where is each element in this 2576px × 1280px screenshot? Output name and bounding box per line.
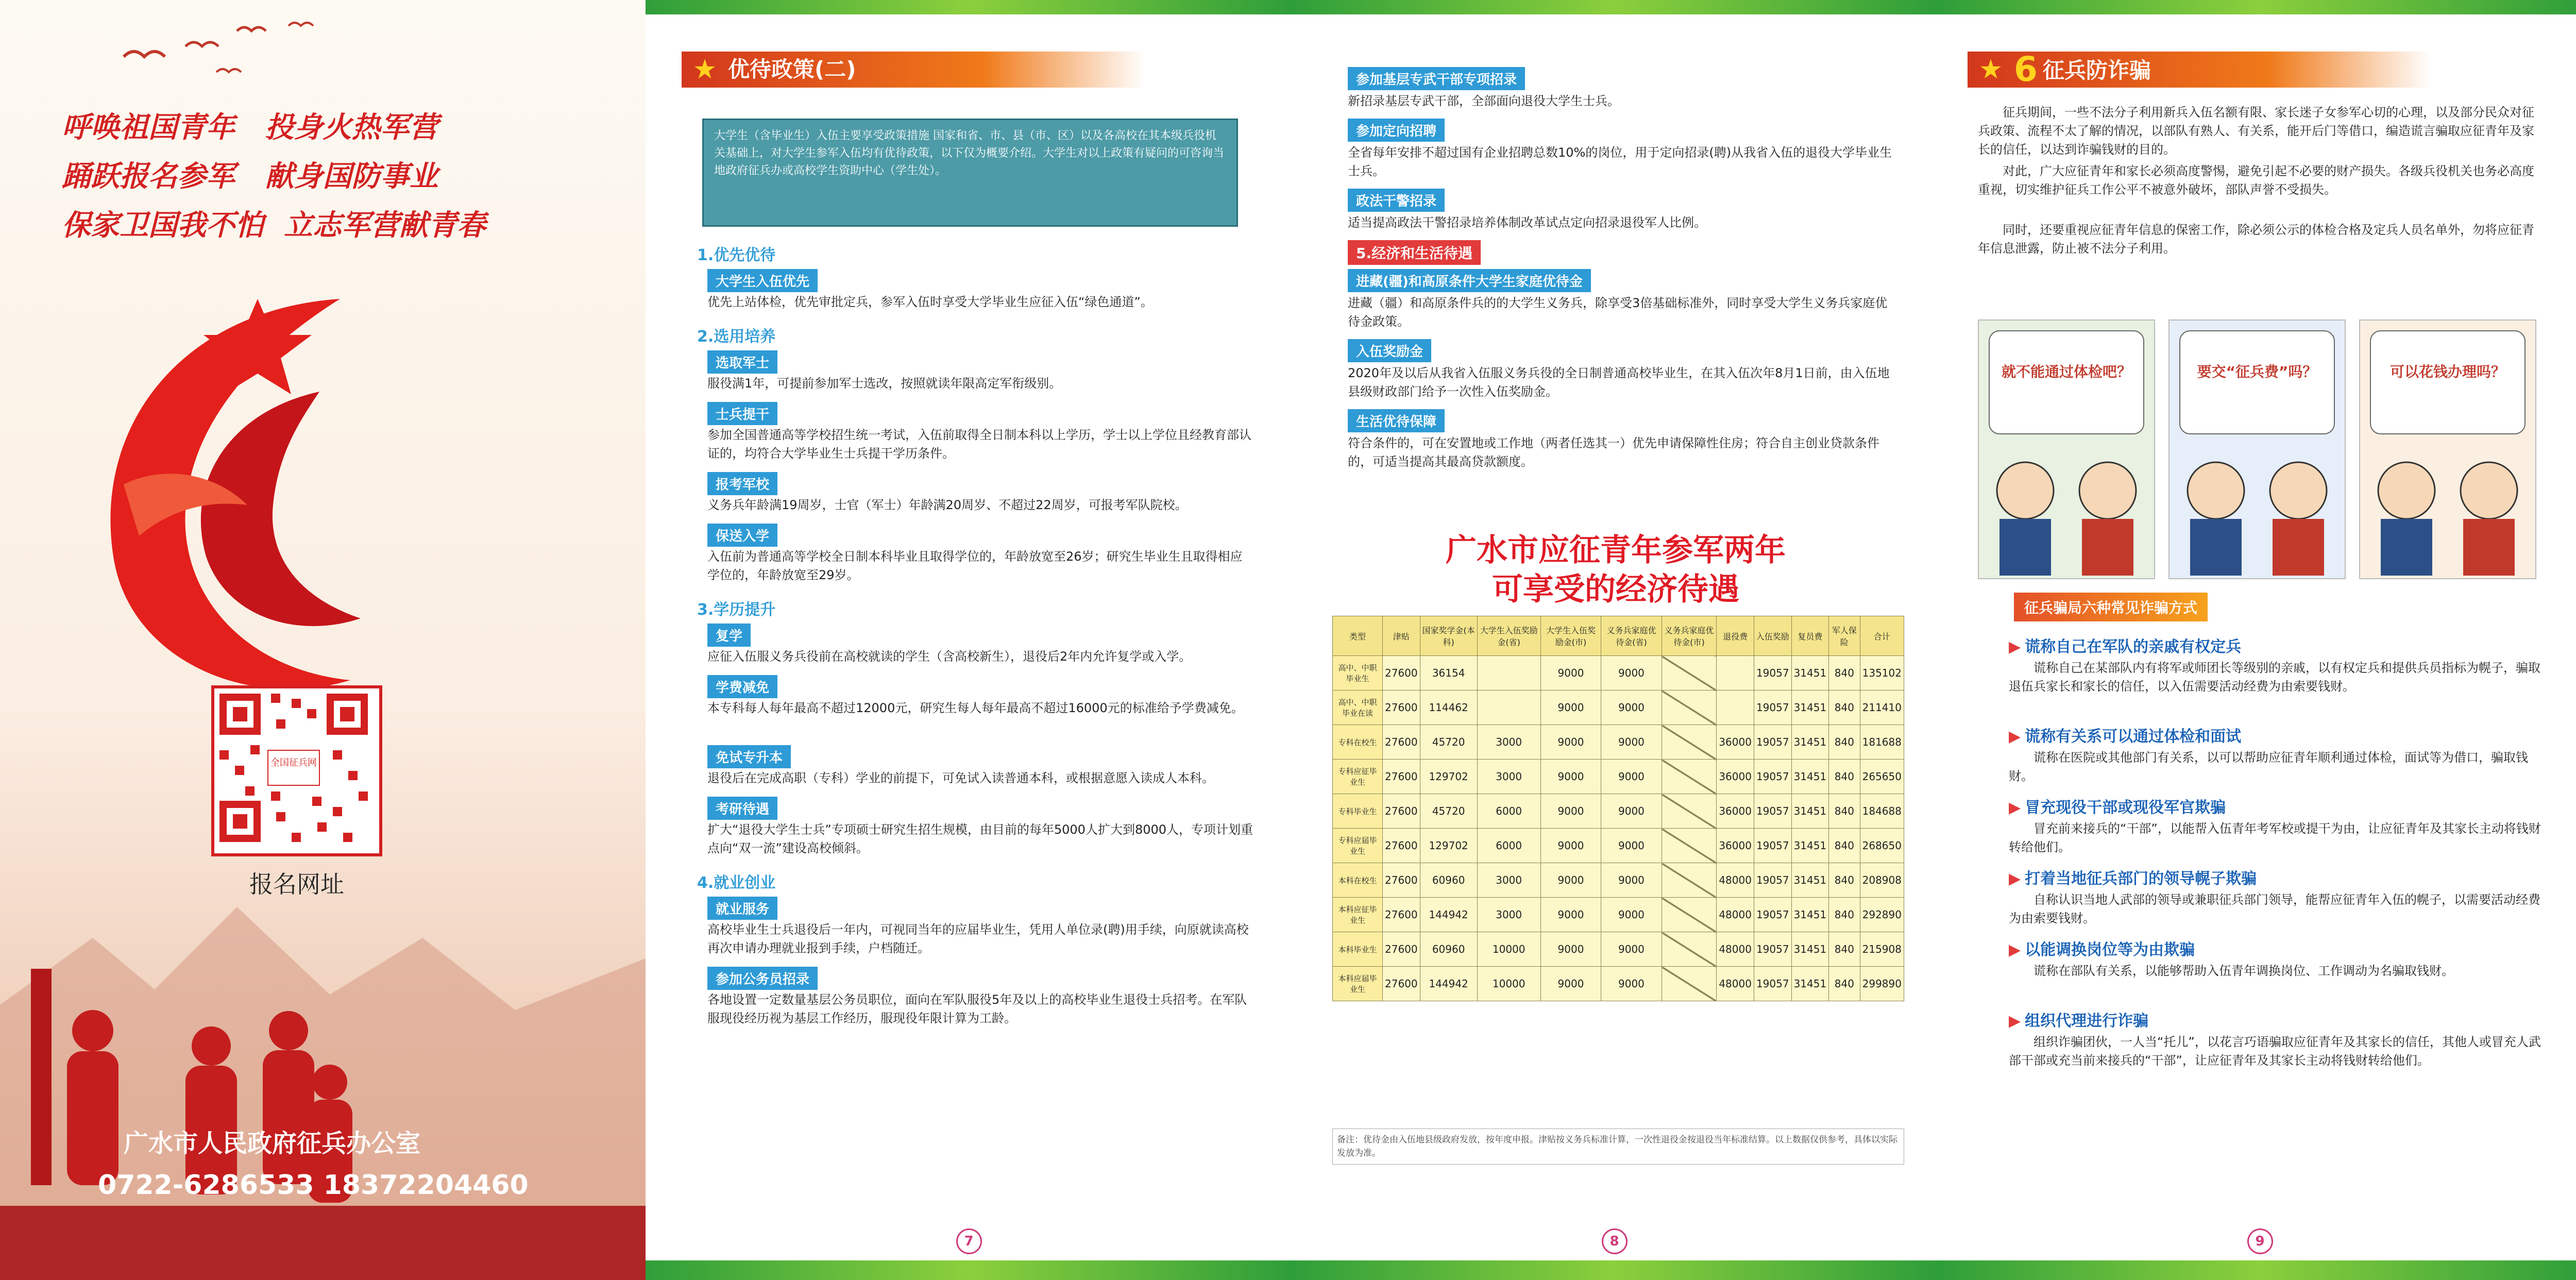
arrow-icon: ▶ xyxy=(2009,870,2021,888)
table-cell: 9000 xyxy=(1601,690,1662,725)
table-cell: 9000 xyxy=(1540,829,1601,863)
table-cell: 27600 xyxy=(1383,794,1420,829)
table-cell-empty xyxy=(1662,932,1717,967)
table-cell: 840 xyxy=(1829,656,1860,690)
table-header-cell: 类型 xyxy=(1333,616,1383,656)
table-cell: 专科应征毕业生 xyxy=(1333,760,1383,794)
table-cell: 9000 xyxy=(1601,829,1662,863)
category-heading: 1.优先优待 xyxy=(697,246,776,264)
table-cell: 48000 xyxy=(1717,898,1754,932)
table-cell: 48000 xyxy=(1717,967,1754,1001)
fraud-method-title-text: 以能调换岗位等为由欺骗 xyxy=(2025,941,2195,959)
table-cell: 36000 xyxy=(1717,760,1754,794)
benefits-title-line1: 广水市应征青年参军两年 xyxy=(1446,532,1786,568)
star-icon: ★ xyxy=(1978,54,2003,85)
section-title: 征兵防诈骗 xyxy=(2042,58,2151,83)
table-row xyxy=(1333,690,1904,725)
table-cell: 9000 xyxy=(1601,794,1662,829)
table-header-row xyxy=(1333,616,1904,656)
bottom-stripe xyxy=(1937,1260,2576,1280)
table-cell: 31451 xyxy=(1791,760,1829,794)
table-cell: 19057 xyxy=(1754,690,1791,725)
table-header-cell: 义务兵家庭优待金(市) xyxy=(1662,616,1717,656)
table-cell-empty xyxy=(1662,898,1717,932)
anti-fraud-panel xyxy=(1937,0,2576,1280)
table-cell-empty xyxy=(1662,794,1717,829)
table-cell: 129702 xyxy=(1420,829,1477,863)
table-cell: 27600 xyxy=(1383,690,1420,725)
table-cell-empty xyxy=(1662,760,1717,794)
table-cell: 31451 xyxy=(1791,932,1829,967)
table-header-cell: 国家奖学金(本科) xyxy=(1420,616,1477,656)
table-cell: 208908 xyxy=(1860,863,1904,898)
slogan: 投身火热军营 xyxy=(265,110,438,144)
page-number: 8 xyxy=(1602,1228,1628,1254)
page-number: 9 xyxy=(2247,1228,2273,1254)
section-header xyxy=(1968,49,2431,89)
qr-caption: 报名网址 xyxy=(249,870,344,898)
table-cell: 专科在校生 xyxy=(1333,725,1383,760)
policy-item-label: 大学生入伍优先 xyxy=(707,269,818,292)
policy-item-label: 学费减免 xyxy=(707,675,777,698)
page-number: 7 xyxy=(956,1228,982,1254)
intro-paragraph: 对此，广大应征青年和家长必须高度警惕，避免引起不必要的财产损失。各级兵役机关也务必高度重视，切实维护征兵工作公平不被意外破坏，部队声誉不受损失。 xyxy=(1978,164,2534,197)
policy-item-text: 义务兵年龄满19周岁，士官（军士）年龄满20周岁、不超过22周岁，可报考军队院校。 xyxy=(707,498,1188,512)
policy-item-text: 进藏（疆）和高原条件兵的的大学生义务兵，除享受3倍基础标准外，同时享受大学生义务兵家庭优待金政策。 xyxy=(1348,296,1888,329)
fraud-method-title xyxy=(2009,1008,2148,1031)
table-cell: 9000 xyxy=(1601,725,1662,760)
back-cover-panel xyxy=(0,0,646,1280)
table-cell: 3000 xyxy=(1477,760,1540,794)
table-cell: 27600 xyxy=(1383,898,1420,932)
table-cell: 31451 xyxy=(1791,863,1829,898)
policy-item-label: 报考军校 xyxy=(707,472,777,495)
policy-item-text: 优先上站体检，优先审批定兵，参军入伍时享受大学毕业生应征入伍“绿色通道”。 xyxy=(707,295,1153,309)
table-cell: 27600 xyxy=(1383,863,1420,898)
table-cell: 181688 xyxy=(1860,725,1904,760)
section-number: 6 xyxy=(2014,49,2038,89)
policy-item-text: 新招录基层专武干部，全部面向退役大学生士兵。 xyxy=(1348,94,1620,108)
table-cell: 27600 xyxy=(1383,932,1420,967)
table-cell: 19057 xyxy=(1754,725,1791,760)
table-cell: 9000 xyxy=(1540,932,1601,967)
table-row xyxy=(1333,760,1904,794)
table-cell: 19057 xyxy=(1754,863,1791,898)
policy-item-text: 各地设置一定数量基层公务员职位，面向在军队服役5年及以上的高校毕业生退役士兵招考。在军队服现役经历视为基层工作经历，服现役年限计算为工龄。 xyxy=(707,992,1247,1025)
table-cell-empty xyxy=(1662,690,1717,725)
slogan-block xyxy=(62,103,577,250)
table-header-cell: 大学生入伍奖励金(市) xyxy=(1540,616,1601,656)
table-cell: 9000 xyxy=(1601,967,1662,1001)
table-cell: 27600 xyxy=(1383,829,1420,863)
benefits-table xyxy=(1332,616,1904,1001)
benefits-title xyxy=(1322,531,1909,609)
table-cell: 31451 xyxy=(1791,656,1829,690)
fraud-method-title-text: 组织代理进行诈骗 xyxy=(2025,1012,2149,1030)
table-cell: 19057 xyxy=(1754,794,1791,829)
policy-item-label: 保送入学 xyxy=(707,524,777,547)
arrow-icon: ▶ xyxy=(2009,728,2021,746)
table-cell: 9000 xyxy=(1540,690,1601,725)
policy-item-label: 考研待遇 xyxy=(707,797,777,820)
table-cell-empty xyxy=(1662,725,1717,760)
fraud-method-text: 谎称在部队有关系，以能够帮助入伍青年调换岗位、工作调动为名骗取钱财。 xyxy=(2033,964,2454,978)
table-cell: 27600 xyxy=(1383,967,1420,1001)
policy-item-text: 入伍前为普通高等学校全日制本科毕业且取得学位的，年龄放宽至26岁；研究生毕业生且取得相应学位的，年龄放宽至29岁。 xyxy=(707,549,1243,582)
slogan: 献身国防事业 xyxy=(265,159,438,193)
table-cell xyxy=(1717,656,1754,690)
table-cell: 6000 xyxy=(1477,794,1540,829)
table-cell: 10000 xyxy=(1477,932,1540,967)
arrow-icon: ▶ xyxy=(2009,1012,2021,1030)
fraud-method-text: 冒充前来接兵的“干部”，以能帮入伍青年考军校或提干为由，让应征青年及其家长主动将钱财转给他们。 xyxy=(2009,821,2541,854)
policy-item-label: 复学 xyxy=(707,624,751,647)
table-row xyxy=(1333,967,1904,1001)
policy-item-text: 符合条件的，可在安置地或工作地（两者任选其一）优先申请保障性住房；符合自主创业贷款条件的，可适当提高其最高贷款额度。 xyxy=(1348,436,1879,469)
table-cell: 31451 xyxy=(1791,829,1829,863)
table-cell: 19057 xyxy=(1754,967,1791,1001)
table-cell: 9000 xyxy=(1540,863,1601,898)
table-cell: 9000 xyxy=(1601,898,1662,932)
table-cell: 36000 xyxy=(1717,725,1754,760)
table-cell: 9000 xyxy=(1540,656,1601,690)
table-cell: 27600 xyxy=(1383,760,1420,794)
table-cell: 840 xyxy=(1829,760,1860,794)
table-cell: 9000 xyxy=(1540,760,1601,794)
table-cell: 9000 xyxy=(1540,898,1601,932)
preferential-policy-panel xyxy=(646,0,1291,1280)
table-cell xyxy=(1477,656,1540,690)
table-cell: 10000 xyxy=(1477,967,1540,1001)
table-header-cell: 复员费 xyxy=(1791,616,1829,656)
policy-item-text: 2020年及以后从我省入伍服义务兵役的全日制普通高校毕业生，在其入伍次年8月1日前，由入伍地县级财政部门给予一次性入伍奖励金。 xyxy=(1348,366,1890,399)
table-cell: 215908 xyxy=(1860,932,1904,967)
table-cell: 3000 xyxy=(1477,725,1540,760)
table-cell: 184688 xyxy=(1860,794,1904,829)
table-cell: 292890 xyxy=(1860,898,1904,932)
cartoon-caption: 要交“征兵费”吗？ xyxy=(2197,363,2317,380)
policy-note-box: 大学生（含毕业生）入伍主要享受政策措施 国家和省、市、县（市、区）以及各高校在其本级兵役机关基础上，对大学生参军入伍均有优待政策，以下仅为概要介绍。大学生对以上政策有疑问的可咨询当地政府征兵办或高校学生资助中心（学生处）。 xyxy=(702,119,1238,227)
fraud-method-text: 自称认识当地人武部的领导或兼职征兵部门领导，能帮应征青年入伍的幌子，以需要活动经费为由索要钱财。 xyxy=(2009,892,2540,925)
table-row xyxy=(1333,794,1904,829)
fraud-method-text: 谎称在医院或其他部门有关系，以可以帮助应征青年顺利通过体检，面试等为借口，骗取钱财。 xyxy=(2009,750,2528,783)
slogan: 立志军营献青春 xyxy=(284,208,486,242)
policy-item-label: 入伍奖励金 xyxy=(1348,339,1431,362)
methods-title: 征兵骗局六种常见诈骗方式 xyxy=(2014,593,2208,621)
table-cell: 19057 xyxy=(1754,829,1791,863)
government-office-name: 广水市人民政府征兵办公室 xyxy=(124,1129,421,1158)
table-cell: 45720 xyxy=(1420,725,1477,760)
table-cell-empty xyxy=(1662,656,1717,690)
fraud-cartoon-frame xyxy=(2168,319,2346,579)
category-heading: 5.经济和生活待遇 xyxy=(1348,240,1481,265)
policy-item-text: 应征入伍服义务兵役前在高校就读的学生（含高校新生），退役后2年内允许复学或入学。 xyxy=(707,649,1192,664)
table-cell: 60960 xyxy=(1420,863,1477,898)
table-cell: 36000 xyxy=(1717,794,1754,829)
table-cell: 本科在校生 xyxy=(1333,863,1383,898)
slogan: 踊跃报名参军 xyxy=(62,159,235,193)
policy-item-text: 适当提高政法干警招录培养体制改革试点定向招录退役军人比例。 xyxy=(1348,215,1706,230)
table-cell: 211410 xyxy=(1860,690,1904,725)
qr-pattern xyxy=(214,688,373,847)
table-cell: 9000 xyxy=(1601,863,1662,898)
category-heading: 3.学历提升 xyxy=(697,601,776,619)
category-heading: 2.选用培养 xyxy=(697,328,776,346)
table-cell: 专科应届毕业生 xyxy=(1333,829,1383,863)
table-cell: 本科应征毕业生 xyxy=(1333,898,1383,932)
table-cell: 19057 xyxy=(1754,656,1791,690)
table-cell: 19057 xyxy=(1754,932,1791,967)
table-cell: 9000 xyxy=(1601,760,1662,794)
table-cell: 840 xyxy=(1829,829,1860,863)
cartoon-caption: 可以花钱办理吗？ xyxy=(2389,363,2505,380)
arrow-icon: ▶ xyxy=(2009,941,2021,959)
policy-item-text: 本专科每人每年最高不超过12000元，研究生每人每年最高不超过16000元的标准给予学费减免。 xyxy=(707,701,1244,715)
fraud-method-text: 组织诈骗团伙，一人当“托儿”，以花言巧语骗取应征青年及其家长的信任，其他人或冒充人武部干部或充当前来接兵的“干部”，让应征青年及其家长主动将钱财转给他们。 xyxy=(2009,1035,2541,1068)
table-cell: 840 xyxy=(1829,932,1860,967)
table-header-cell: 义务兵家庭优待金(省) xyxy=(1601,616,1662,656)
fraud-method-title xyxy=(2009,866,2257,888)
policy-item-text: 退役后在完成高职（专科）学业的前提下，可免试入读普通本科，或根据意愿入读成人本科。 xyxy=(707,771,1214,785)
table-row xyxy=(1333,656,1904,690)
policy-item-label: 士兵提干 xyxy=(707,402,777,425)
policy-item-text: 参加全国普通高等学校招生统一考试，入伍前取得全日制本科以上学历，学士以上学位且经教育部认证的，均符合大学毕业生士兵提干学历条件。 xyxy=(707,428,1251,461)
fraud-method-title-text: 谎称有关系可以通过体检和面试 xyxy=(2025,728,2242,746)
intro-paragraph: 同时，还要重视应征青年信息的保密工作，除必须公示的体检合格及定兵人员名单外，勿将应征青年信息泄露，防止被不法分子利用。 xyxy=(1978,223,2534,256)
table-cell: 840 xyxy=(1829,863,1860,898)
economic-benefits-panel xyxy=(1291,0,1937,1280)
table-cell: 31451 xyxy=(1791,690,1829,725)
policy-item-label: 参加定向招聘 xyxy=(1348,119,1445,142)
qr-center-label: 全国征兵网 xyxy=(270,757,317,768)
table-cell: 31451 xyxy=(1791,794,1829,829)
fraud-method-text: 谎称自己在某部队内有将军或师团长等级别的亲戚，以有权定兵和提供兵员指标为幌子，骗取退伍兵家长和家长的信任，以入伍需要活动经费为由索要钱财。 xyxy=(2009,661,2540,694)
table-cell-empty xyxy=(1662,863,1717,898)
table-header-cell: 退役费 xyxy=(1717,616,1754,656)
table-cell: 31451 xyxy=(1791,725,1829,760)
fraud-method-title-text: 冒充现役干部或现役军官欺骗 xyxy=(2025,799,2226,817)
table-row xyxy=(1333,932,1904,967)
bottom-stripe xyxy=(646,1260,1291,1280)
table-cell: 本科应届毕业生 xyxy=(1333,967,1383,1001)
table-cell: 19057 xyxy=(1754,898,1791,932)
slogan: 保家卫国我不怕 xyxy=(62,208,264,242)
table-cell: 9000 xyxy=(1540,794,1601,829)
star-icon: ★ xyxy=(692,54,717,85)
table-header-cell: 军人保险 xyxy=(1829,616,1860,656)
policy-item-text: 服役满1年，可提前参加军士选改，按照就读年限高定军衔级别。 xyxy=(707,376,1062,391)
section-title: 优待政策(二) xyxy=(728,57,856,82)
policy-item-label: 免试专升本 xyxy=(707,745,791,768)
policy-item-label: 政法干警招录 xyxy=(1348,189,1445,212)
table-cell: 144942 xyxy=(1420,967,1477,1001)
table-row xyxy=(1333,863,1904,898)
table-cell: 265650 xyxy=(1860,760,1904,794)
table-cell: 144942 xyxy=(1420,898,1477,932)
table-header-cell: 大学生入伍奖励金(省) xyxy=(1477,616,1540,656)
cartoon-caption: 就不能通过体检吧？ xyxy=(2001,363,2131,380)
arrow-icon: ▶ xyxy=(2009,799,2021,817)
table-cell: 48000 xyxy=(1717,863,1754,898)
fraud-method-title xyxy=(2009,937,2195,959)
top-stripe xyxy=(1937,0,2576,14)
fraud-method-title-text: 谎称自己在军队的亲戚有权定兵 xyxy=(2025,638,2242,656)
table-footnote: 备注：优待金由入伍地县级政府发放，按年度申报。津贴按义务兵标准计算，一次性退役金按退役当年标准结算。以上数据仅供参考，具体以实际发放为准。 xyxy=(1332,1129,1904,1165)
fraud-method-title xyxy=(2009,795,2226,817)
policy-item-label: 选取军士 xyxy=(707,350,777,374)
policy-item-label: 进藏(疆)和高原条件大学生家庭优待金 xyxy=(1348,269,1591,292)
table-cell: 114462 xyxy=(1420,690,1477,725)
table-cell-empty xyxy=(1662,967,1717,1001)
table-row xyxy=(1333,898,1904,932)
table-cell: 27600 xyxy=(1383,725,1420,760)
table-cell: 19057 xyxy=(1754,760,1791,794)
table-cell: 840 xyxy=(1829,967,1860,1001)
table-cell: 135102 xyxy=(1860,656,1904,690)
birds-decoration xyxy=(118,10,335,82)
table-cell: 9000 xyxy=(1601,932,1662,967)
table-cell: 3000 xyxy=(1477,863,1540,898)
bottom-stripe xyxy=(1291,1260,1937,1280)
section-header xyxy=(682,52,1145,88)
policy-item-text: 高校毕业生士兵退役后一年内，可视同当年的应届毕业生，凭用人单位录(聘)用手续，向原就读高校再次申请办理就业报到手续，户档随迁。 xyxy=(707,922,1249,955)
arrow-icon: ▶ xyxy=(2009,638,2021,656)
table-cell: 31451 xyxy=(1791,898,1829,932)
red-flag-swirl-graphic xyxy=(31,268,422,732)
table-cell: 840 xyxy=(1829,898,1860,932)
table-cell: 3000 xyxy=(1477,898,1540,932)
table-cell: 9000 xyxy=(1540,725,1601,760)
table-cell: 840 xyxy=(1829,725,1860,760)
policy-item-label: 生活优待保障 xyxy=(1348,409,1445,432)
table-cell-empty xyxy=(1662,829,1717,863)
table-cell: 840 xyxy=(1829,690,1860,725)
table-cell: 31451 xyxy=(1791,967,1829,1001)
table-cell: 36154 xyxy=(1420,656,1477,690)
table-row xyxy=(1333,725,1904,760)
table-cell: 36000 xyxy=(1717,829,1754,863)
table-cell: 48000 xyxy=(1717,932,1754,967)
category-heading: 4.就业创业 xyxy=(697,874,776,892)
office-phone: 0722-6286533 18372204460 xyxy=(98,1170,529,1201)
table-cell: 299890 xyxy=(1860,967,1904,1001)
fraud-cartoon-frame xyxy=(2359,319,2536,579)
table-row xyxy=(1333,829,1904,863)
benefits-title-line2: 可享受的经济待遇 xyxy=(1492,571,1739,608)
table-cell xyxy=(1477,690,1540,725)
table-cell: 268650 xyxy=(1860,829,1904,863)
policy-item-text: 全省每年安排不超过国有企业招聘总数10%的岗位，用于定向招录(聘)从我省入伍的退役大学毕业生士兵。 xyxy=(1348,145,1892,178)
table-header-cell: 津贴 xyxy=(1383,616,1420,656)
fraud-method-title xyxy=(2009,723,2241,746)
table-cell: 27600 xyxy=(1383,656,1420,690)
table-cell: 129702 xyxy=(1420,760,1477,794)
table-cell: 本科毕业生 xyxy=(1333,932,1383,967)
soldiers-silhouette-graphic xyxy=(0,876,646,1280)
fraud-method-title-text: 打着当地征兵部门的领导幌子欺骗 xyxy=(2025,870,2257,888)
table-header-cell: 合计 xyxy=(1860,616,1904,656)
intro-paragraph: 征兵期间，一些不法分子利用新兵入伍名额有限、家长迷子女参军心切的心理，以及部分民众对征兵政策、流程不太了解的情况，以部队有熟人、有关系，能开后门等借口，编造谎言骗取应征青年及家长的信任，以达到诈骗钱财的目的。 xyxy=(1978,105,2534,157)
fraud-method-title xyxy=(2009,634,2241,656)
table-cell: 高中、中职毕业在读 xyxy=(1333,690,1383,725)
table-cell xyxy=(1717,690,1754,725)
table-cell: 高中、中职毕业生 xyxy=(1333,656,1383,690)
table-header-cell: 入伍奖励 xyxy=(1754,616,1791,656)
enlistment-website-qr-code[interactable] xyxy=(211,685,382,856)
policy-item-label: 参加基层专武干部专项招录 xyxy=(1348,67,1525,90)
policy-item-text: 扩大“退役大学生士兵”专项硕士研究生招生规模，由目前的每年5000人扩大到8000人，专项计划重点向“双一流”建设高校倾斜。 xyxy=(707,822,1253,855)
table-cell: 9000 xyxy=(1540,967,1601,1001)
table-cell: 60960 xyxy=(1420,932,1477,967)
fraud-cartoon-frame xyxy=(1978,319,2155,579)
table-cell: 9000 xyxy=(1601,656,1662,690)
policy-item-label: 就业服务 xyxy=(707,897,777,920)
table-cell: 45720 xyxy=(1420,794,1477,829)
table-cell: 6000 xyxy=(1477,829,1540,863)
top-stripe xyxy=(646,0,1291,14)
slogan: 呼唤祖国青年 xyxy=(62,110,235,144)
top-stripe xyxy=(1291,0,1937,14)
table-cell: 专科毕业生 xyxy=(1333,794,1383,829)
policy-item-label: 参加公务员招录 xyxy=(707,967,818,990)
table-cell: 840 xyxy=(1829,794,1860,829)
